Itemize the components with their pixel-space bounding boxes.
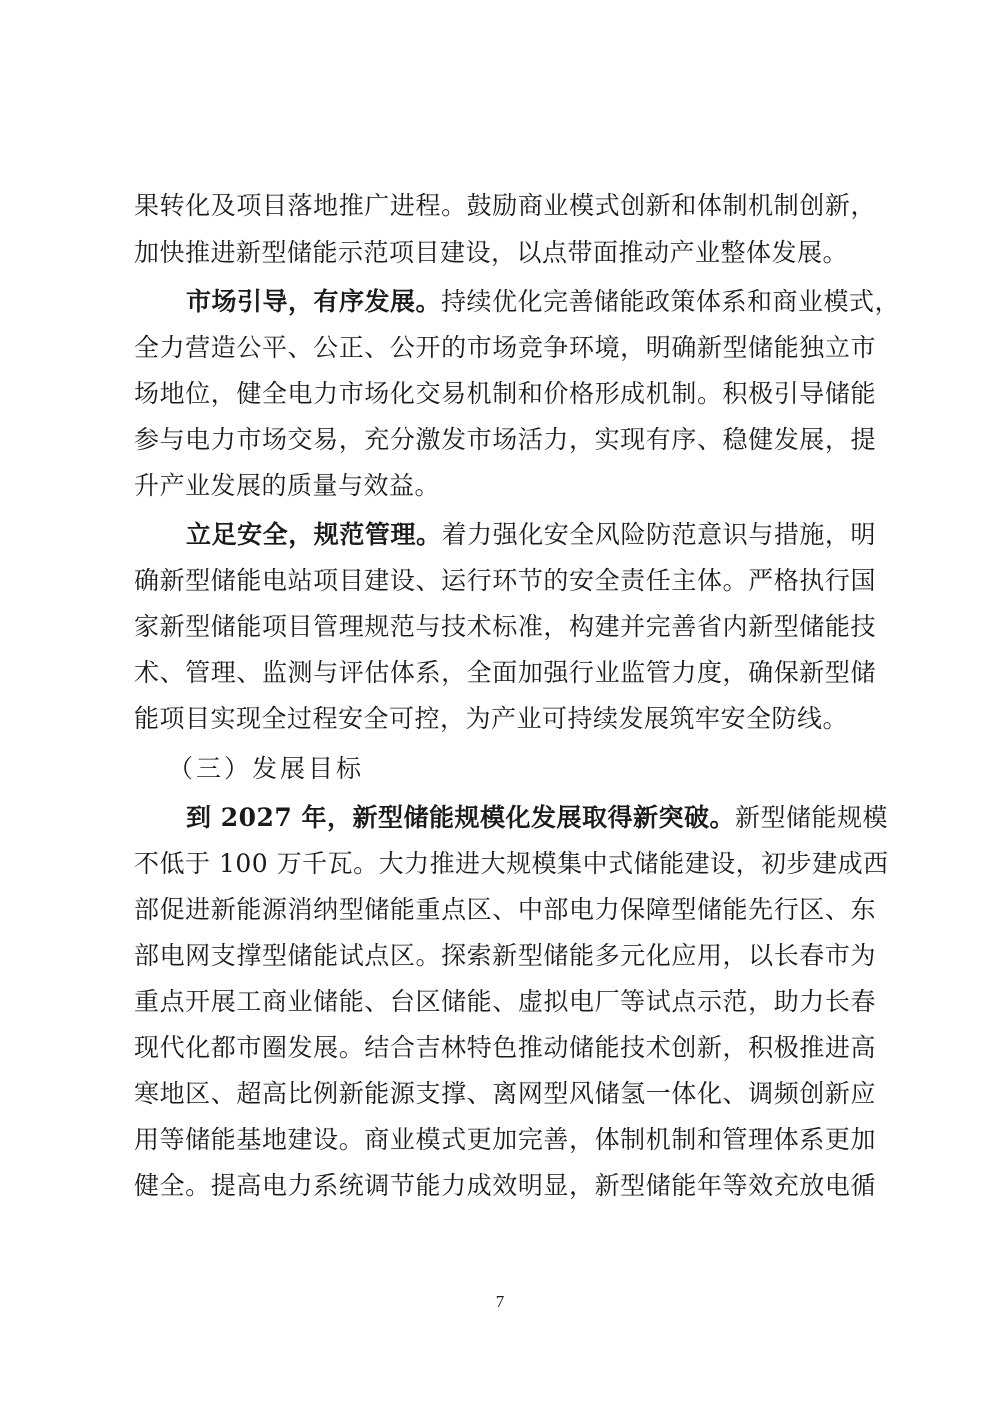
paragraph-4-line-8: 用等储能基地建设。商业模式更加完善，体制机制和管理体系更加 (134, 1125, 876, 1154)
paragraph-3-line-1-text: 着力强化安全风险防范意识与措施，明 (441, 520, 876, 549)
paragraph-4-line-1-text: 新型储能规模 (735, 803, 889, 832)
paragraph-2-line-2: 全力营造公平、公正、公开的市场竞争环境，明确新型储能独立市 (134, 333, 876, 362)
paragraph-1-line-1: 果转化及项目落地推广进程。鼓励商业模式创新和体制机制创新， (134, 191, 876, 220)
paragraph-3-line-3: 家新型储能项目管理规范与技术标准，构建并完善省内新型储能技 (134, 612, 876, 641)
paragraph-2-line-1-text: 持续优化完善储能政策体系和商业模式， (441, 287, 901, 316)
paragraph-4-line-1 (186, 798, 889, 838)
paragraph-2-line-3: 场地位，健全电力市场化交易机制和价格形成机制。积极引导储能 (134, 379, 876, 408)
page-number: 7 (495, 1292, 505, 1311)
paragraph-2-line-1 (186, 282, 901, 322)
paragraph-4-lead: 到 2027 年，新型储能规模化发展取得新突破。 (186, 803, 735, 832)
paragraph-4-line-4: 部电网支撑型储能试点区。探索新型储能多元化应用，以长春市为 (134, 941, 876, 970)
paragraph-4-line-5: 重点开展工商业储能、台区储能、虚拟电厂等试点示范，助力长春 (134, 987, 876, 1016)
paragraph-3-lead: 立足安全，规范管理。 (186, 520, 442, 549)
paragraph-4-line-3: 部促进新能源消纳型储能重点区、中部电力保障型储能先行区、东 (134, 895, 876, 924)
paragraph-3-line-2: 确新型储能电站项目建设、运行环节的安全责任主体。严格执行国 (134, 566, 876, 595)
paragraph-4-line-7: 寒地区、超高比例新能源支撑、离网型风储氢一体化、调频创新应 (134, 1079, 876, 1108)
paragraph-3-line-1 (186, 515, 876, 555)
paragraph-2-lead: 市场引导，有序发展。 (186, 287, 442, 316)
paragraph-4-line-9: 健全。提高电力系统调节能力成效明显，新型储能年等效充放电循 (134, 1171, 876, 1200)
section-heading: （三）发展目标 (168, 754, 365, 783)
paragraph-1-line-2: 加快推进新型储能示范项目建设，以点带面推动产业整体发展。 (134, 238, 849, 267)
paragraph-3-line-5: 能项目实现全过程安全可控，为产业可持续发展筑牢安全防线。 (134, 704, 849, 733)
paragraph-3-line-4: 术、管理、监测与评估体系，全面加强行业监管力度，确保新型储 (134, 658, 876, 687)
paragraph-2-line-5: 升产业发展的质量与效益。 (134, 471, 441, 500)
paragraph-2-line-4: 参与电力市场交易，充分激发市场活力，实现有序、稳健发展，提 (134, 425, 876, 454)
paragraph-4-line-6: 现代化都市圈发展。结合吉林特色推动储能技术创新，积极推进高 (134, 1033, 876, 1062)
paragraph-4-line-2: 不低于 100 万千瓦。大力推进大规模集中式储能建设，初步建成西 (134, 849, 889, 878)
